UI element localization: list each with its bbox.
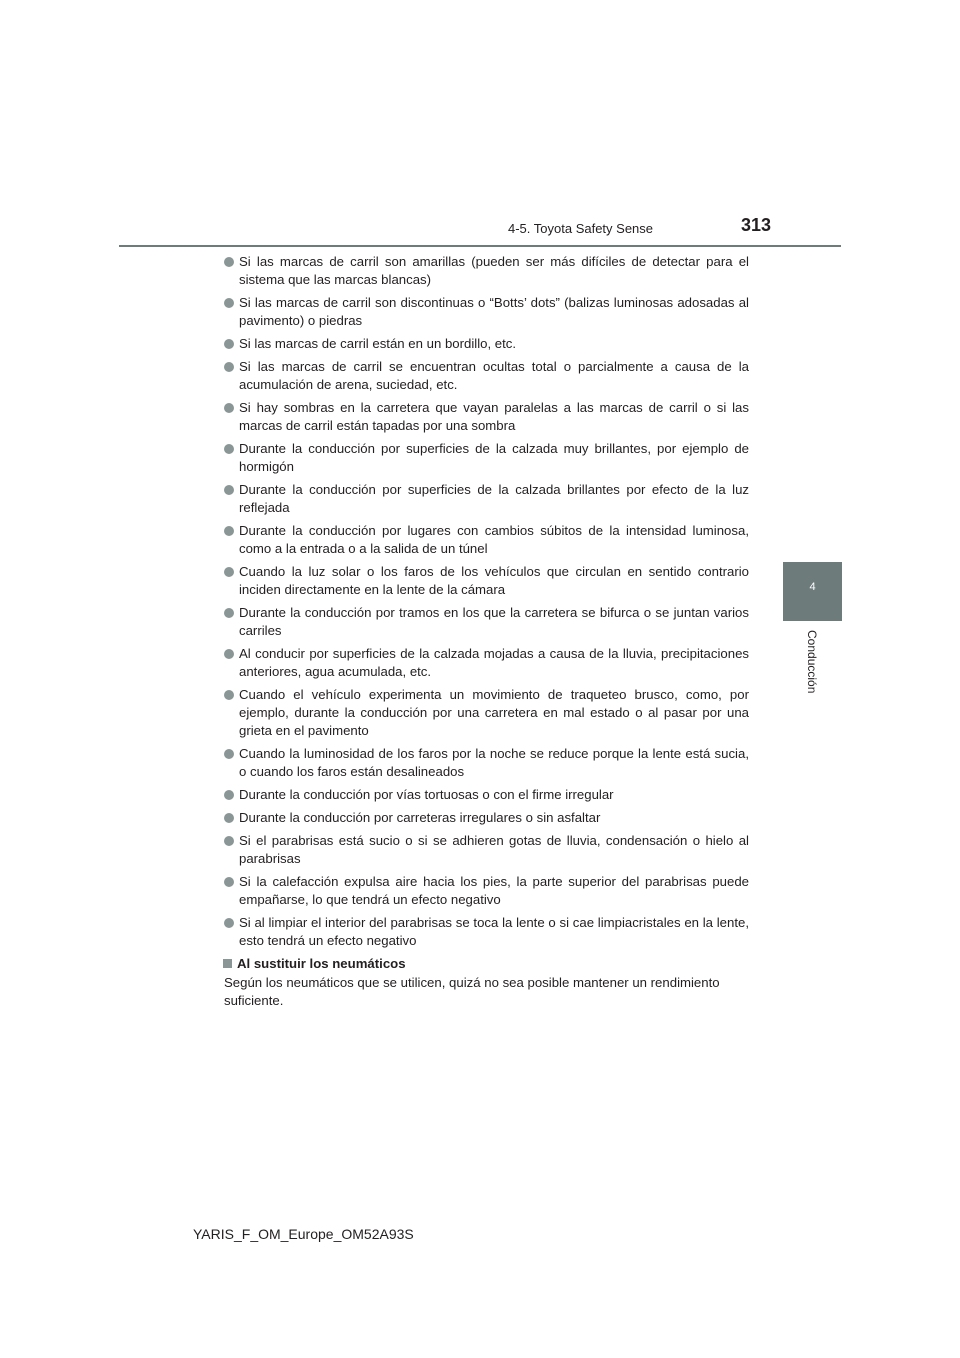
list-item (224, 399, 749, 435)
subsection-body: Según los neumáticos que se utilicen, quizá no sea posible mantener un rendimiento suficiente. (224, 975, 720, 1008)
list-item-text: Si las marcas de carril son amarillas (pueden ser más difíciles de detectar para el sistema que las marcas blancas) (239, 254, 749, 287)
list-item-text: Cuando la luz solar o los faros de los vehículos que circulan en sentido contrario inciden directamente en la lente de la cámara (239, 564, 749, 597)
document-code: YARIS_F_OM_Europe_OM52A93S (193, 1226, 414, 1242)
bullet-dot-icon (224, 813, 234, 823)
bullet-dot-icon (224, 649, 234, 659)
list-item (224, 481, 749, 517)
bullet-dot-icon (224, 298, 234, 308)
bullet-dot-icon (224, 790, 234, 800)
list-item-text: Durante la conducción por superficies de la calzada muy brillantes, por ejemplo de hormigón (239, 441, 749, 474)
list-item (224, 335, 749, 353)
list-item (224, 358, 749, 394)
chapter-side-label (803, 630, 823, 720)
header-section-title: 4-5. Toyota Safety Sense (508, 221, 654, 236)
page-number: 313 (741, 215, 772, 235)
list-item-text: Si el parabrisas está sucio o si se adhieren gotas de lluvia, condensación o hielo al parabrisas (239, 833, 749, 866)
bullet-dot-icon (224, 749, 234, 759)
main-content (224, 253, 749, 1010)
list-item (224, 786, 749, 804)
chapter-tab (783, 562, 842, 621)
list-item-text: Durante la conducción por tramos en los que la carretera se bifurca o se juntan varios carriles (239, 605, 749, 638)
list-item-text: Si al limpiar el interior del parabrisas se toca la lente o si cae limpiacristales en la lente, esto tendrá un efecto negativo (239, 915, 749, 948)
list-item (224, 522, 749, 558)
list-item-text: Si hay sombras en la carretera que vayan paralelas a las marcas de carril o si las marcas de carril están tapadas por una sombra (239, 400, 749, 433)
list-item (224, 440, 749, 476)
bullet-dot-icon (224, 918, 234, 928)
list-item-text: Durante la conducción por superficies de la calzada brillantes por efecto de la luz reflejada (239, 482, 749, 515)
bullet-dot-icon (224, 257, 234, 267)
list-item-text: Si las marcas de carril se encuentran ocultas total o parcialmente a causa de la acumulación de arena, suciedad, etc. (239, 359, 749, 392)
bullet-dot-icon (224, 836, 234, 846)
subsection-heading (224, 955, 749, 973)
subsection-title: Al sustituir los neumáticos (237, 956, 406, 971)
list-item (224, 645, 749, 681)
condition-bullet-list (224, 253, 749, 950)
bullet-dot-icon (224, 567, 234, 577)
list-item-text: Durante la conducción por vías tortuosas o con el firme irregular (239, 787, 614, 802)
list-item-text: Cuando el vehículo experimenta un movimiento de traqueteo brusco, como, por ejemplo, durante la conducción por una carretera en mal estado o al pasar por una grieta en el pavimento (239, 687, 749, 738)
bullet-dot-icon (224, 485, 234, 495)
list-item-text: Al conducir por superficies de la calzada mojadas a causa de la lluvia, precipitaciones anteriores, agua acumulada, etc. (239, 646, 749, 679)
bullet-dot-icon (224, 403, 234, 413)
square-bullet-icon (223, 959, 232, 968)
bullet-dot-icon (224, 608, 234, 618)
list-item (224, 873, 749, 909)
list-item (224, 745, 749, 781)
list-item-text: Si las marcas de carril están en un bordillo, etc. (239, 336, 517, 351)
list-item (224, 253, 749, 289)
bullet-dot-icon (224, 339, 234, 349)
list-item (224, 809, 749, 827)
list-item (224, 604, 749, 640)
list-item (224, 832, 749, 868)
chapter-title: Conducción (805, 630, 819, 694)
bullet-dot-icon (224, 526, 234, 536)
bullet-dot-icon (224, 877, 234, 887)
header-divider (119, 245, 841, 247)
list-item-text: Cuando la luminosidad de los faros por la noche se reduce porque la lente está sucia, o cuando los faros están desalineados (239, 746, 749, 779)
bullet-dot-icon (224, 690, 234, 700)
chapter-number: 4 (809, 581, 816, 593)
list-item (224, 563, 749, 599)
list-item-text: Si las marcas de carril son discontinuas o “Botts’ dots” (balizas luminosas adosadas al pavimento) o piedras (239, 295, 749, 328)
bullet-dot-icon (224, 444, 234, 454)
list-item (224, 294, 749, 330)
list-item (224, 686, 749, 740)
list-item-text: Si la calefacción expulsa aire hacia los pies, la parte superior del parabrisas puede empañarse, lo que tendrá un efecto negativo (239, 874, 749, 907)
list-item (224, 914, 749, 950)
list-item-text: Durante la conducción por carreteras irregulares o sin asfaltar (239, 810, 601, 825)
list-item-text: Durante la conducción por lugares con cambios súbitos de la intensidad luminosa, como a la entrada o a la salida de un túnel (239, 523, 749, 556)
bullet-dot-icon (224, 362, 234, 372)
